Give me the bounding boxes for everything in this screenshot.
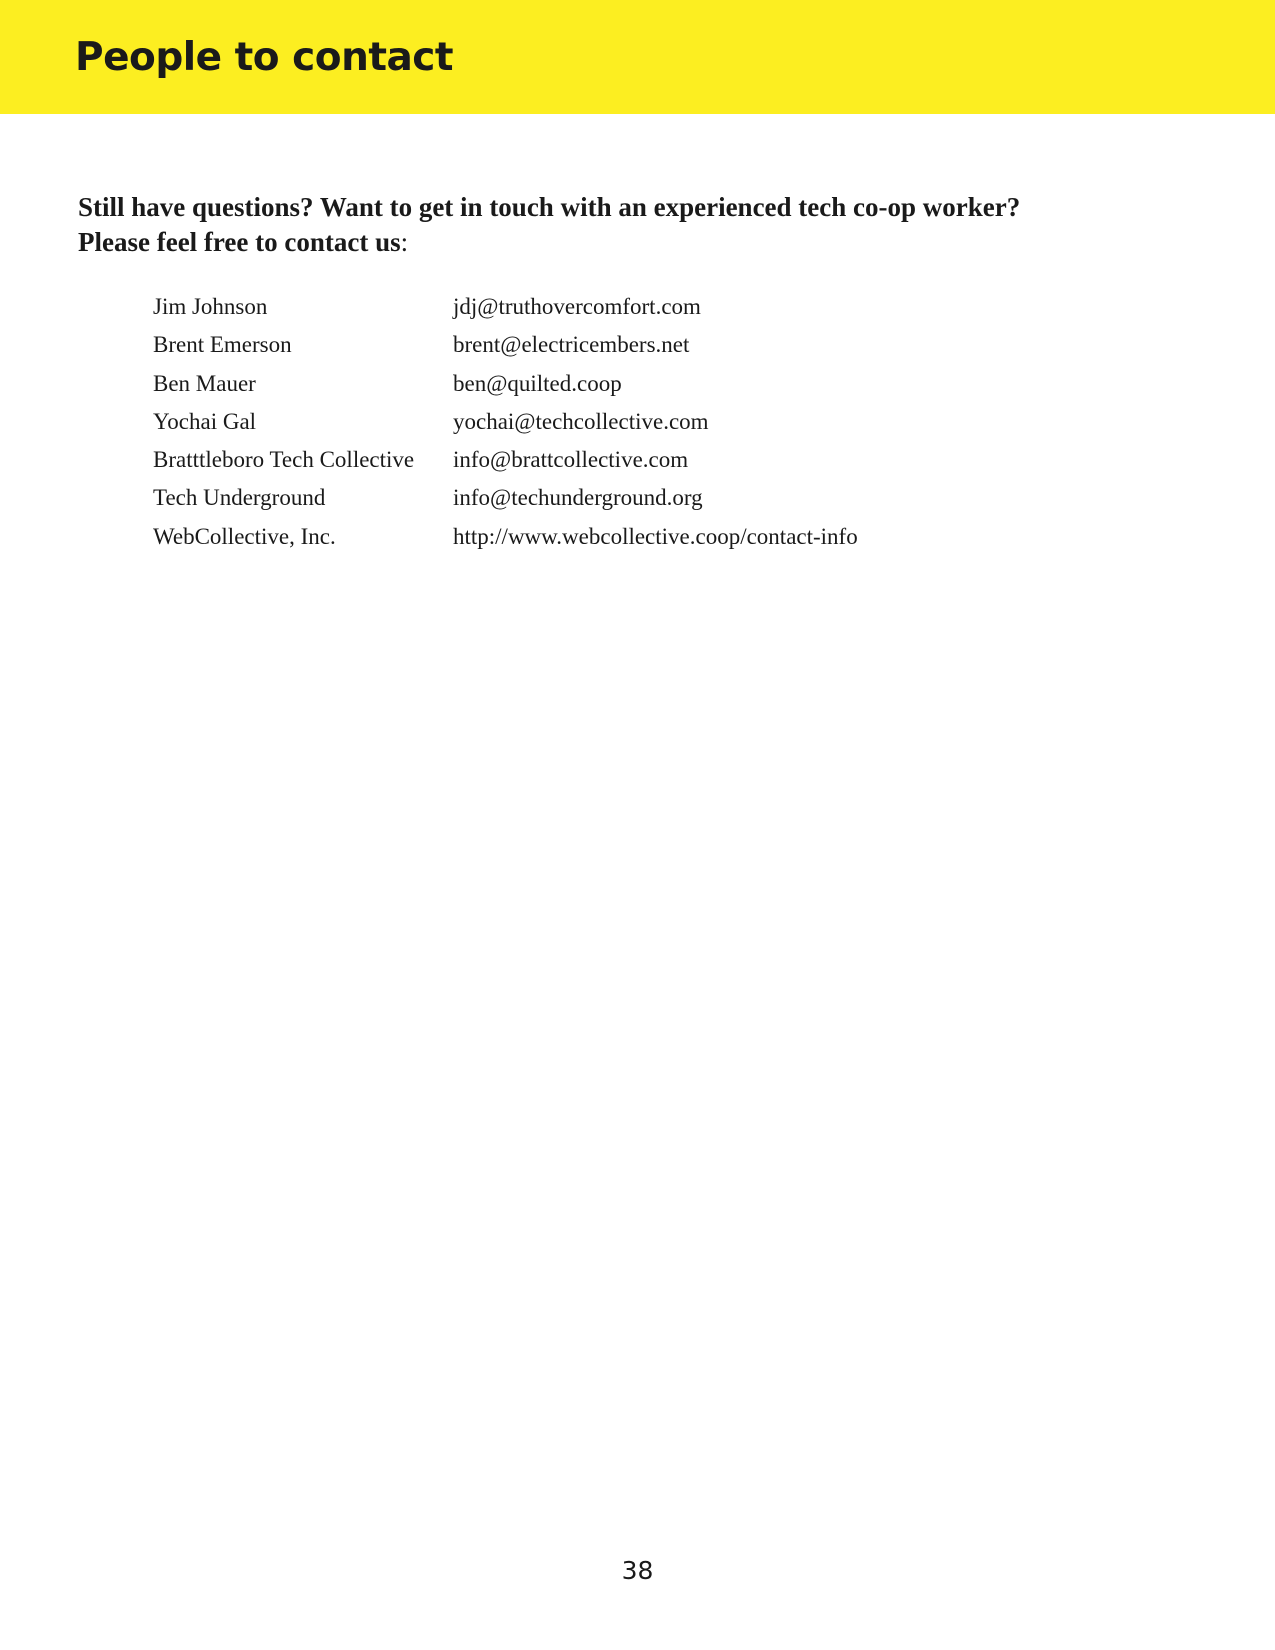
contact-name: Jim Johnson (153, 294, 268, 319)
intro-line-2: Please feel free to contact us (78, 227, 401, 257)
intro-paragraph (78, 190, 1228, 260)
contact-email[interactable]: yochai@techcollective.com (453, 408, 709, 434)
contact-email[interactable]: brent@electricembers.net (453, 332, 690, 358)
contact-name: Tech Underground (153, 485, 326, 511)
contact-row (153, 444, 858, 482)
contact-row (153, 368, 858, 406)
contact-row (153, 406, 858, 444)
contact-row (153, 482, 858, 520)
contact-list (153, 291, 858, 559)
header-band (0, 0, 1275, 114)
intro-colon: : (400, 227, 409, 257)
contact-row (153, 329, 858, 367)
contact-url[interactable]: http://www.webcollective.coop/contact-info (453, 523, 858, 549)
contact-name: Bratttleboro Tech Collective (153, 447, 415, 473)
contact-name: Yochai Gal (153, 408, 257, 434)
contact-email[interactable]: info@techunderground.org (453, 485, 703, 511)
contact-row (153, 521, 858, 559)
page-title: People to contact (75, 35, 454, 80)
contact-email[interactable]: ben@quilted.coop (453, 370, 622, 396)
intro-line-1: Still have questions? Want to get in touch with an experienced tech co-op worker? (78, 192, 1021, 222)
page-number: 38 (621, 1556, 654, 1585)
contact-row (153, 291, 858, 329)
contact-name: WebCollective, Inc. (153, 523, 336, 549)
contact-email[interactable]: jdj@truthovercomfort.com (453, 294, 701, 319)
contact-email[interactable]: info@brattcollective.com (453, 447, 689, 473)
contact-name: Brent Emerson (153, 332, 292, 358)
contact-name: Ben Mauer (153, 370, 256, 396)
